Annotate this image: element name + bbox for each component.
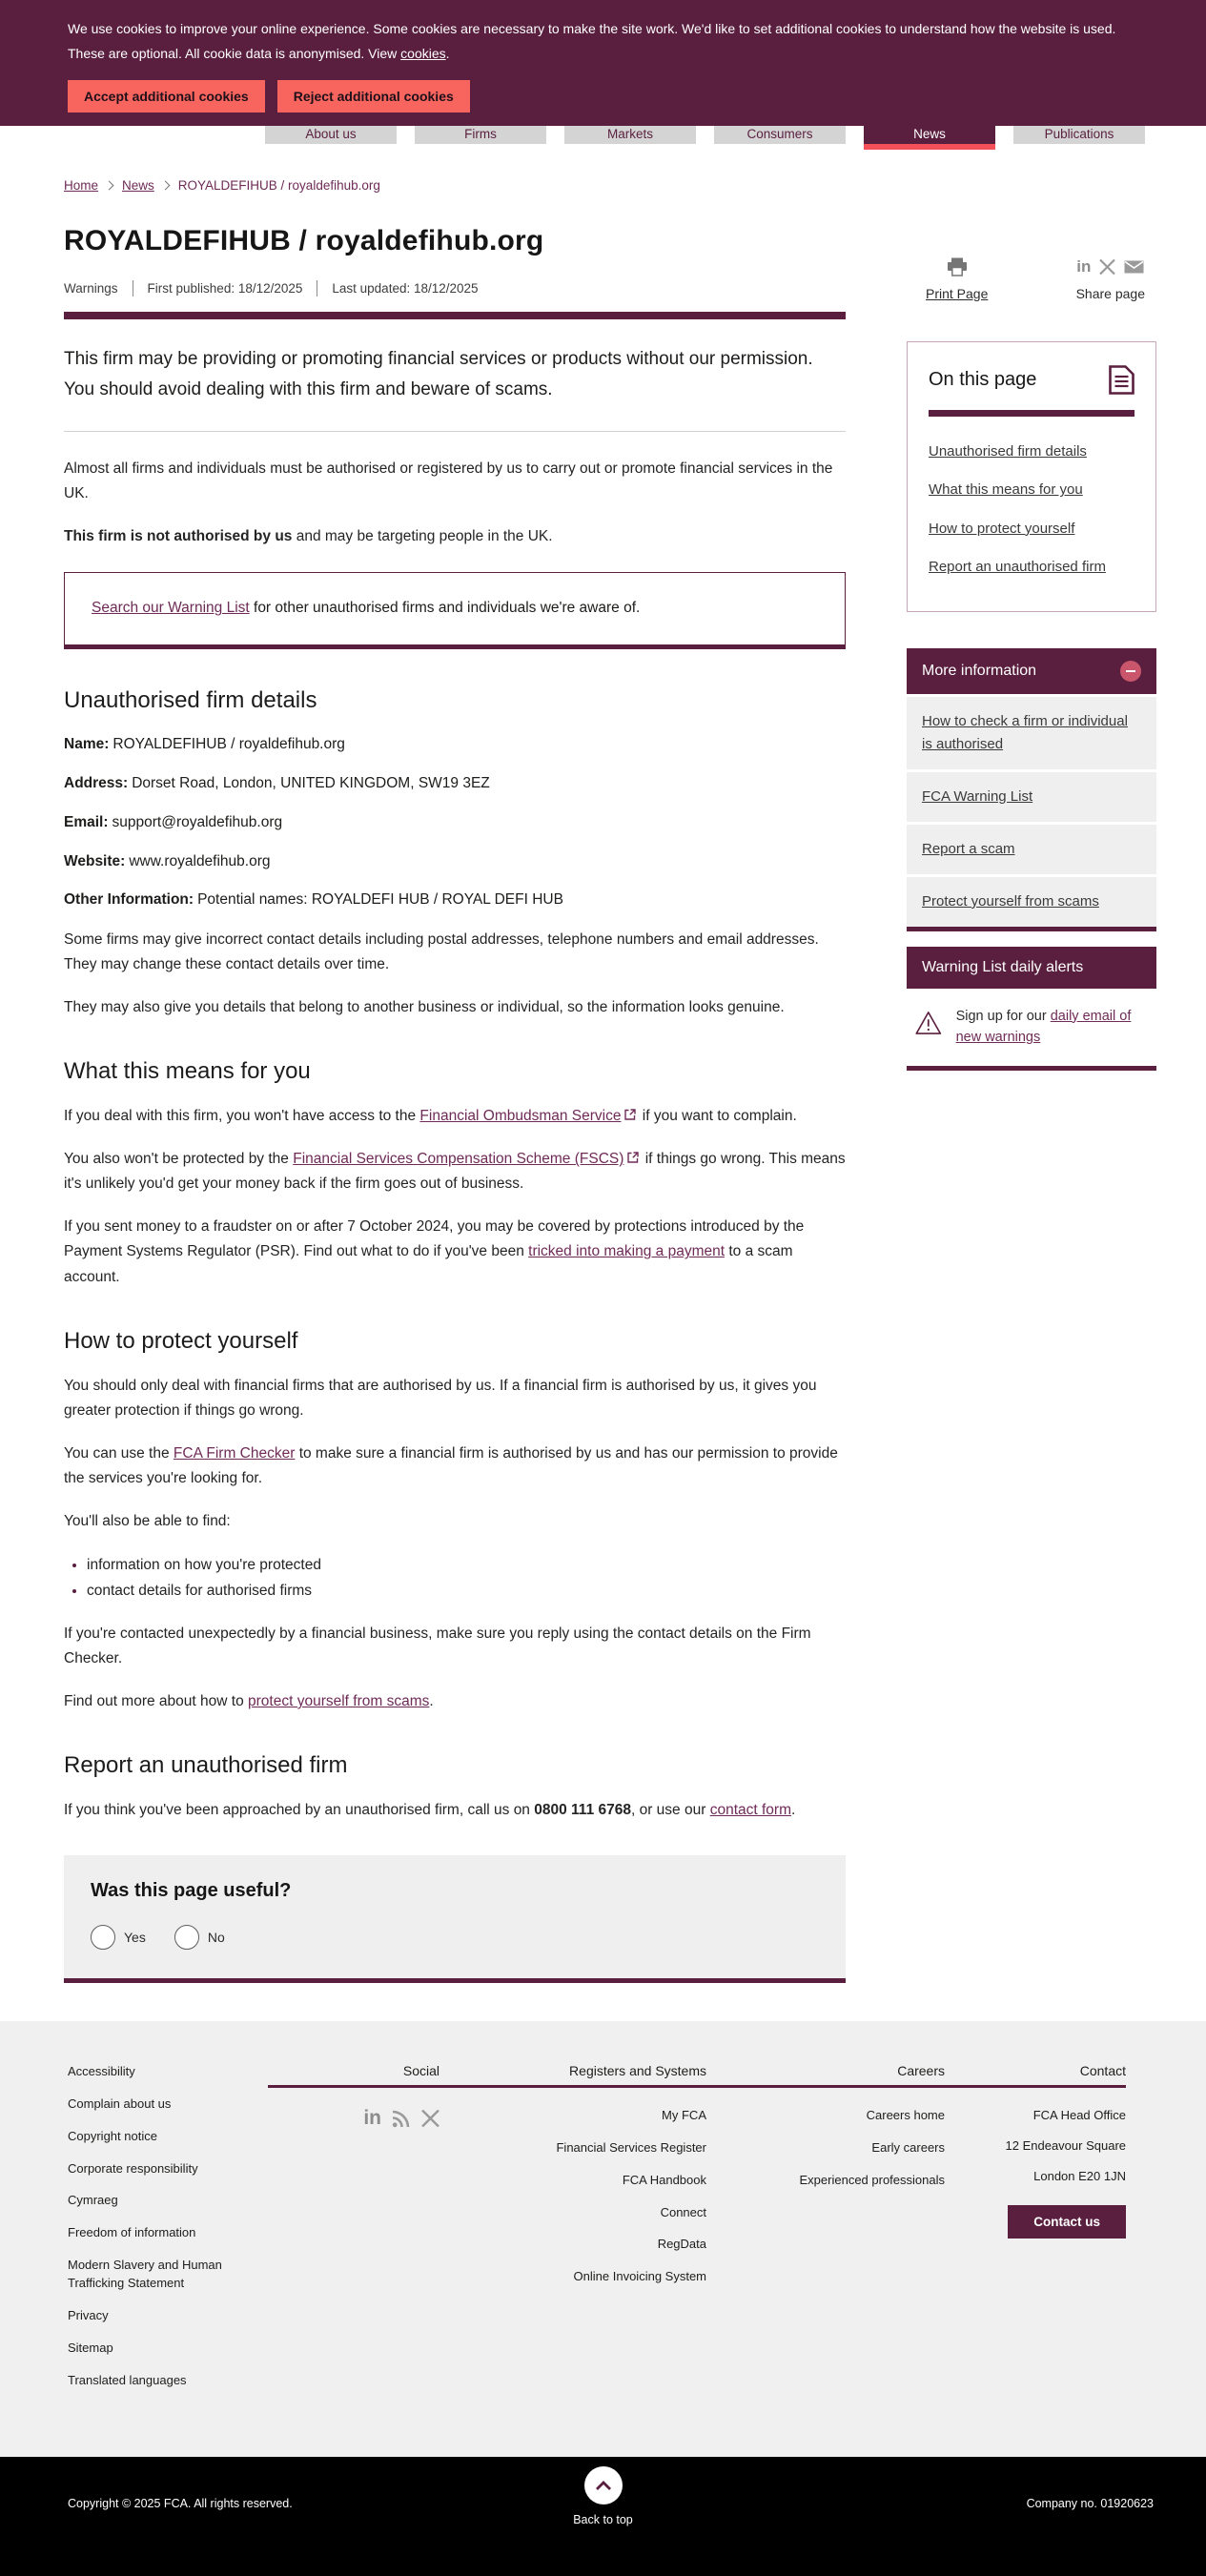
detail-address [64, 772, 846, 796]
cookie-message-text: We use cookies to improve your online experience. Some cookies are necessary to make the site work. We'd like to set additional cookies to understand how the website is used. These are optional. All cookie data is anonymised. View [68, 21, 1116, 61]
more-info-item [907, 877, 1156, 927]
more-information-title: More information [922, 662, 1037, 679]
wtm-paragraph-2 [64, 1147, 846, 1196]
anchor-report-unauthorised-firm[interactable]: Report an unauthorised firm [929, 559, 1106, 576]
protect-paragraph-3: You'll also be able to find: [64, 1512, 231, 1529]
detail-website-value: www.royaldefihub.org [129, 852, 271, 869]
footer-link-financial-services-register[interactable]: Financial Services Register [556, 2139, 706, 2155]
protect-yourself-scams-link[interactable]: Protect yourself from scams [922, 892, 1099, 910]
search-warning-list-link[interactable]: Search our Warning List [92, 600, 250, 617]
back-to-top-button[interactable] [584, 2466, 623, 2504]
firm-checker-benefits-list [87, 1552, 846, 1604]
footer-careers-column [706, 2063, 945, 2403]
chevron-up-icon [595, 2480, 612, 2491]
first-published: First published: 18/12/2025 [147, 280, 303, 296]
detail-other-info [64, 889, 846, 912]
detail-name [64, 733, 846, 757]
yes-radio[interactable] [91, 1925, 115, 1950]
accept-cookies-button[interactable]: Accept additional cookies [68, 80, 265, 112]
report-text-mid: , or use our [630, 1802, 710, 1819]
breadcrumb-current: ROYALDEFIHUB / royaldefihub.org [177, 177, 380, 193]
cookie-banner [0, 0, 1206, 126]
section-heading-details: Unauthorised firm details [64, 687, 317, 714]
not-authorised-rest: and may be targeting people in the UK. [292, 528, 553, 545]
contact-address-line: 12 Endeavour Square [1005, 2138, 1126, 2154]
footer-link-careers-home[interactable]: Careers home [866, 2108, 945, 2123]
daily-alerts-text [956, 1006, 1151, 1049]
footer-contact-heading: Contact [945, 2063, 1126, 2088]
footer-registers-column [439, 2063, 706, 2403]
footer-link-experienced-professionals[interactable]: Experienced professionals [799, 2172, 945, 2187]
report-a-scam-link[interactable]: Report a scam [922, 840, 1015, 857]
firm-checker-link[interactable]: FCA Firm Checker [173, 1444, 296, 1462]
share-page-label: Share page [1075, 285, 1145, 301]
check-firm-authorised-link[interactable]: How to check a firm or individual is authorised [922, 712, 1128, 752]
wtm-paragraph-3 [64, 1215, 846, 1289]
x-icon[interactable] [421, 2110, 439, 2127]
anchor-how-to-protect[interactable]: How to protect yourself [929, 520, 1075, 537]
on-this-page-rule [929, 410, 1134, 417]
list-item: • information on how you're protected [87, 1552, 846, 1578]
footer-link-privacy[interactable]: Privacy [68, 2307, 109, 2322]
external-link-icon [627, 1152, 639, 1163]
footer-link-sitemap[interactable]: Sitemap [68, 2340, 113, 2355]
cookies-link[interactable]: cookies [400, 45, 446, 61]
page-actions [907, 256, 1156, 303]
lead-paragraph: This firm may be providing or promoting financial services or products without our permission. You should avoid dealing with this firm and beware of scams. [64, 348, 813, 400]
wtm-paragraph-1 [64, 1104, 846, 1129]
more-information-panel [907, 648, 1156, 931]
wtm-p3-end: to a scam account. [64, 1243, 793, 1285]
warning-list-callout [64, 572, 846, 649]
footer-link-modern-slavery[interactable]: Modern Slavery and Human Trafficking Statement [68, 2258, 222, 2290]
footer-link-connect[interactable]: Connect [660, 2204, 706, 2219]
feedback-no-option[interactable] [174, 1925, 225, 1950]
page-title: ROYALDEFIHUB / royaldefihub.org [64, 224, 544, 256]
detail-email [64, 811, 846, 835]
on-this-page-box [907, 341, 1156, 612]
detail-email-label: Email: [64, 813, 109, 830]
protect-p5-end: . [429, 1693, 434, 1709]
footer-legal-column [68, 2063, 268, 2403]
footer-link-copyright[interactable]: Copyright notice [68, 2128, 157, 2143]
details-paragraph-1: Some firms may give incorrect contact details including postal addresses, telephone numbers and email addresses. They may change these contact details over time. [64, 931, 819, 973]
tab-markets[interactable]: Markets [564, 126, 696, 144]
wtm-p1-text: If you deal with this firm, you won't have access to the [64, 1108, 420, 1125]
category-label: Warnings [64, 280, 118, 296]
footer-link-complain[interactable]: Complain about us [68, 2096, 172, 2111]
list-item: • contact details for authorised firms [87, 1578, 846, 1604]
footer-contact-column [945, 2063, 1126, 2403]
primary-nav [0, 126, 1206, 150]
detail-name-label: Name: [64, 736, 110, 753]
protect-p5-text: Find out more about how to [64, 1693, 249, 1709]
printer-icon[interactable] [947, 257, 968, 276]
anchor-unauthorised-firm-details[interactable]: Unauthorised firm details [929, 442, 1087, 460]
detail-other-info-value: Potential names: ROYALDEFI HUB / ROYAL DEFI HUB [197, 891, 563, 909]
chevron-right-icon [105, 180, 114, 190]
footer-link-early-careers[interactable]: Early careers [871, 2139, 945, 2155]
breadcrumb-home[interactable]: Home [64, 177, 99, 193]
back-to-top-label[interactable]: Back to top [573, 2513, 633, 2527]
print-block [926, 256, 988, 303]
no-radio-label: No [207, 1930, 225, 1946]
page-meta [64, 280, 846, 296]
footer-link-accessibility[interactable]: Accessibility [68, 2064, 135, 2079]
linkedin-icon[interactable]: in [363, 2107, 381, 2130]
wtm-p3-text: If you sent money to a fraudster on or after 7 October 2024, you may be covered by protections introduced by the Payment Systems Regulator (PSR). Find out what to do if you've been [64, 1218, 805, 1260]
protect-paragraph-1: You should only deal with financial firms that are authorised by us. If a financial firm is authorised by us, it gives you greater protection if things go wrong. [64, 1377, 817, 1419]
report-paragraph [64, 1798, 846, 1823]
email-icon[interactable] [1124, 260, 1144, 274]
yes-radio-label: Yes [124, 1930, 146, 1946]
section-heading-protect: How to protect yourself [64, 1327, 298, 1354]
share-block [1076, 256, 1145, 303]
tab-consumers[interactable]: Consumers [714, 126, 846, 144]
footer [0, 2021, 1206, 2457]
daily-alerts-text-pre: Sign up for our [955, 1008, 1051, 1024]
wtm-p2-end: if things go wrong. This means it's unlikely you'd get your money back if the firm goes out of business. [64, 1151, 846, 1193]
last-updated: Last updated: 18/12/2025 [332, 280, 479, 296]
detail-website [64, 850, 846, 874]
cookie-message-end: . [445, 45, 450, 61]
contact-form-link[interactable]: contact form [709, 1802, 791, 1819]
page-feedback-box [64, 1855, 846, 1983]
detail-email-value: support@royaldefihub.org [112, 813, 283, 830]
contact-city-line: London E20 1JN [1033, 2169, 1126, 2184]
x-icon[interactable] [1099, 259, 1115, 275]
document-icon [1109, 365, 1134, 395]
protect-p2-text: You can use the [64, 1444, 174, 1462]
not-authorised-bold: This firm is not authorised by us [64, 528, 293, 545]
tab-publications[interactable]: Publications [1013, 126, 1145, 144]
footer-link-my-fca[interactable]: My FCA [662, 2108, 706, 2123]
detail-name-value: ROYALDEFIHUB / royaldefihub.org [112, 736, 345, 753]
footer-social-column [268, 2063, 439, 2403]
protect-paragraph-5 [64, 1689, 846, 1714]
anchor-what-this-means[interactable]: What this means for you [929, 481, 1083, 499]
company-number: Company no. 01920623 [1026, 2497, 1154, 2511]
breadcrumb [64, 178, 1156, 193]
warning-list-callout-text: for other unauthorised firms and individuals we're aware of. [249, 600, 641, 617]
chevron-right-icon [160, 180, 170, 190]
ombudsman-link[interactable]: Financial Ombudsman Service [419, 1108, 622, 1125]
footer-link-translated-languages[interactable]: Translated languages [68, 2372, 187, 2387]
footer-link-regdata[interactable]: RegData [657, 2237, 706, 2252]
title-rule [64, 312, 846, 319]
footer-link-corporate-responsibility[interactable]: Corporate responsibility [68, 2160, 198, 2176]
section-heading-what-this-means: What this means for you [64, 1058, 311, 1085]
footer-link-online-invoicing[interactable]: Online Invoicing System [573, 2269, 706, 2284]
tab-news[interactable]: News [864, 126, 995, 144]
more-info-item [907, 697, 1156, 769]
reject-cookies-button[interactable]: Reject additional cookies [277, 80, 470, 112]
wtm-p1-end: if you want to complain. [638, 1108, 797, 1125]
phone-number: 0800 111 6768 [534, 1802, 631, 1819]
daily-alerts-title: Warning List daily alerts [907, 947, 1156, 989]
fca-warning-list-link[interactable]: FCA Warning List [922, 787, 1033, 805]
tricked-into-payment-link[interactable]: tricked into making a payment [528, 1243, 726, 1260]
cookie-message [68, 17, 1145, 67]
footer-social-heading: Social [268, 2063, 439, 2088]
print-page-link[interactable]: Print Page [926, 285, 989, 301]
intro-paragraph: Almost all firms and individuals must be authorised or registered by us to carry out or promote financial services in the UK. [64, 460, 833, 502]
content-divider [64, 431, 846, 432]
rss-icon[interactable] [392, 2109, 411, 2128]
on-this-page-title: On this page [929, 368, 1037, 390]
detail-address-label: Address: [64, 775, 129, 792]
warning-triangle-icon [914, 1006, 943, 1040]
protect-p2-end: to make sure a financial firm is authorised by us and has our permission to provide the services you're looking for. [64, 1444, 838, 1486]
footer-careers-heading: Careers [706, 2063, 945, 2088]
more-info-item [907, 825, 1156, 874]
detail-website-label: Website: [64, 852, 126, 869]
contact-office-line: FCA Head Office [1032, 2108, 1126, 2123]
footer-link-cymraeg[interactable]: Cymraeg [68, 2193, 118, 2208]
no-radio[interactable] [174, 1925, 199, 1950]
protect-paragraph-2 [64, 1441, 846, 1491]
wtm-p2-text: You also won't be protected by the [64, 1151, 294, 1168]
minus-circle-icon[interactable] [1120, 661, 1141, 682]
report-text: If you think you've been approached by an unauthorised firm, call us on [64, 1802, 535, 1819]
report-text-end: . [790, 1802, 796, 1819]
footer-registers-heading: Registers and Systems [439, 2063, 706, 2088]
detail-address-value: Dorset Road, London, UNITED KINGDOM, SW19 3EZ [132, 775, 490, 792]
tab-firms[interactable]: Firms [415, 126, 546, 144]
daily-alerts-panel [907, 947, 1156, 1071]
contact-us-button[interactable]: Contact us [1008, 2205, 1126, 2239]
protect-from-scams-link[interactable]: protect yourself from scams [248, 1693, 430, 1709]
copyright-text: Copyright © 2025 FCA. All rights reserved. [68, 2497, 293, 2511]
daily-email-signup-link[interactable]: daily email of new warnings [955, 1008, 1132, 1046]
external-link-icon [624, 1109, 636, 1120]
linkedin-icon[interactable]: in [1076, 256, 1092, 276]
feedback-yes-option[interactable] [91, 1925, 146, 1950]
more-info-item [907, 772, 1156, 822]
details-paragraph-2: They may also give you details that belong to another business or individual, so the information looks genuine. [64, 999, 785, 1016]
detail-other-info-label: Other Information: [64, 891, 194, 909]
section-heading-report: Report an unauthorised firm [64, 1752, 348, 1779]
not-authorised-paragraph [64, 524, 846, 549]
fscs-link[interactable]: Financial Services Compensation Scheme (FSCS) [293, 1151, 624, 1168]
breadcrumb-news[interactable]: News [122, 177, 154, 193]
feedback-question: Was this page useful? [91, 1880, 292, 1902]
protect-paragraph-4: If you're contacted unexpectedly by a financial business, make sure you reply using the contact details on the Firm Checker. [64, 1625, 811, 1666]
bottom-bar [0, 2457, 1206, 2576]
footer-link-freedom-of-information[interactable]: Freedom of information [68, 2225, 196, 2240]
tab-about-us[interactable]: About us [265, 126, 397, 144]
footer-link-fca-handbook[interactable]: FCA Handbook [622, 2172, 706, 2187]
